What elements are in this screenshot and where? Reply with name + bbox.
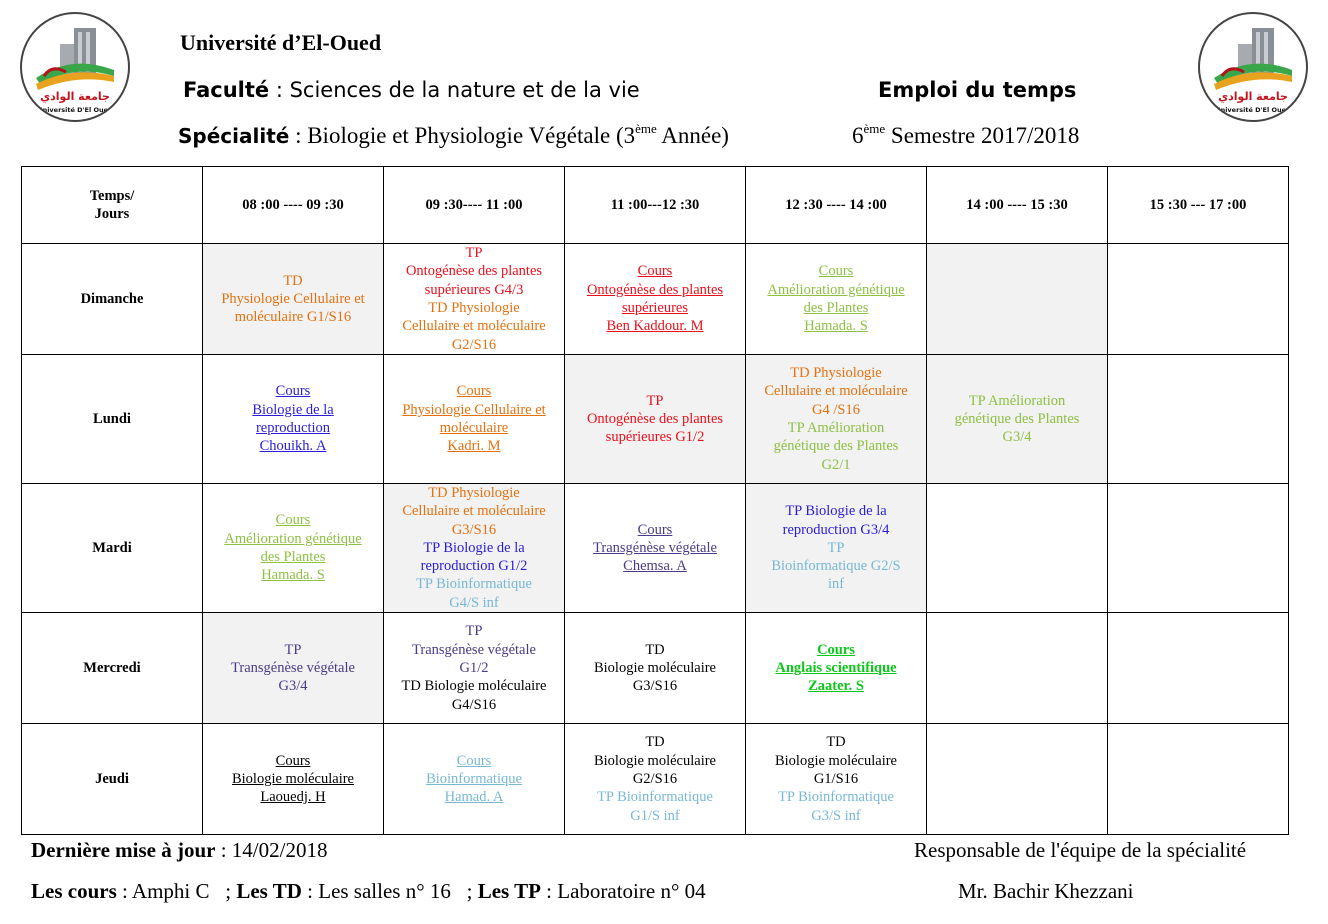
session-line: TP Bioinformatique [597, 789, 713, 806]
day-row [22, 244, 1289, 355]
session-line: Kadri. M [447, 438, 501, 455]
session-line: Ben Kaddour. M [606, 318, 704, 335]
session-line: G1/S16 [813, 770, 859, 787]
td-label: Les TD [236, 879, 302, 903]
session-line: Cellulaire et moléculaire [764, 383, 908, 400]
session-line: G3/4 [1002, 429, 1032, 446]
day-row [22, 613, 1289, 724]
session-line: G4/S inf [449, 594, 499, 611]
session-cell [565, 244, 746, 355]
semester-value: Semestre 2017/2018 [885, 123, 1080, 148]
session-line: Cellulaire et moléculaire [402, 503, 546, 520]
session-line: Ontogénèse des plantes [586, 410, 724, 427]
session-line: G1/2 [459, 659, 489, 676]
session-line: G3/4 [278, 678, 308, 695]
session-line: TD [283, 272, 303, 289]
svg-text:Université D'El Oued: Université D'El Oued [37, 106, 113, 114]
session-line: Cours [275, 752, 311, 769]
session-line: Amélioration génétique [767, 281, 905, 298]
faculty-label: Faculté [183, 78, 270, 102]
session-line: TP [827, 539, 845, 556]
session-line: Transgénèse végétale [593, 539, 717, 556]
last-update-value: : 14/02/2018 [215, 838, 328, 862]
day-label: Mardi [22, 484, 203, 613]
session-cell [384, 355, 565, 484]
day-row [22, 355, 1289, 484]
session-cell [203, 244, 384, 355]
university-name: Université d’El-Oued [180, 30, 382, 55]
session-line: des Plantes [803, 300, 869, 316]
td-value: : Les salles n° 16 ; [301, 879, 478, 903]
session-line: reproduction G1/2 [420, 558, 528, 575]
session-cell [384, 613, 565, 724]
session-line: Biologie moléculaire [231, 770, 354, 787]
session-line: supérieures [621, 300, 689, 316]
empty-cell [927, 484, 1108, 613]
university-logo-left [20, 12, 130, 122]
session-line: TP [646, 392, 664, 409]
session-line: Chemsa. A [623, 558, 687, 575]
session-cell [565, 724, 746, 835]
session-line: Cours [275, 512, 311, 529]
session-line: TD Biologie moléculaire [401, 678, 547, 695]
responsible-name: Mr. Bachir Khezzani [958, 879, 1134, 903]
session-cell [203, 355, 384, 484]
specialty-label: Spécialité [178, 124, 290, 148]
session-line: G3/S16 [451, 521, 497, 538]
session-line: Bioinformatique [426, 770, 522, 787]
session-line: TP Amélioration [968, 392, 1066, 409]
session-line: Biologie de la [252, 401, 334, 418]
session-line: supérieures G1/2 [605, 429, 705, 446]
session-cell [746, 355, 927, 484]
session-line: Cours [818, 263, 854, 280]
session-line: TP Biologie de la [423, 539, 525, 556]
session-line: Cours [637, 263, 673, 280]
session-line: Zaater. S [808, 678, 864, 695]
session-cell [746, 724, 927, 835]
empty-cell [927, 244, 1108, 355]
session-line: reproduction G3/4 [782, 521, 890, 538]
specialty-value: : Biologie et Physiologie Végétale (3 [289, 123, 636, 148]
session-line: Bioinformatique G2/S [771, 558, 901, 575]
svg-text:جامعة الوادي: جامعة الوادي [40, 90, 110, 103]
session-line: Cours [637, 521, 673, 538]
empty-cell [927, 613, 1108, 724]
session-line: génétique des Plantes [954, 410, 1080, 427]
session-line: G2/1 [821, 456, 851, 473]
session-line: inf [827, 576, 845, 593]
semester-sup: ème [863, 121, 886, 136]
session-cell [746, 484, 927, 613]
session-line: Transgénèse végétale [231, 659, 355, 676]
slot-header: 09 :30---- 11 :00 [384, 167, 565, 244]
session-cell [384, 484, 565, 613]
session-line: TP Biologie de la [785, 503, 887, 520]
session-line: Biologie moléculaire [593, 659, 716, 676]
session-line: G2/S16 [451, 336, 497, 353]
faculty-line [183, 78, 640, 102]
slot-header: 12 :30 ---- 14 :00 [746, 167, 927, 244]
day-label: Dimanche [22, 244, 203, 355]
day-label: Lundi [22, 355, 203, 484]
session-line: Hamada. S [261, 567, 325, 584]
session-line: Amélioration génétique [224, 530, 362, 547]
day-row [22, 724, 1289, 835]
session-line: TD Physiologie [790, 365, 882, 382]
session-cell [203, 724, 384, 835]
session-line: Biologie moléculaire [593, 752, 716, 769]
session-line: Cellulaire et moléculaire [402, 318, 546, 335]
session-line: Anglais scientifique [775, 659, 897, 676]
empty-cell [1108, 244, 1289, 355]
session-line: Cours [817, 641, 855, 658]
session-line: moléculaire [439, 420, 509, 436]
day-label: Mercredi [22, 613, 203, 724]
session-line: TP [465, 245, 483, 262]
session-line: Hamad. A [444, 789, 504, 806]
cours-value: : Amphi C ; [116, 879, 237, 903]
last-update-label: Dernière mise à jour [31, 838, 216, 862]
session-cell [203, 613, 384, 724]
session-line: Cours [456, 383, 492, 400]
timetable [21, 166, 1289, 835]
empty-cell [927, 724, 1108, 835]
session-line: TP Bioinformatique [778, 789, 894, 806]
slot-header: 15 :30 --- 17 :00 [1108, 167, 1289, 244]
session-line: TD [826, 734, 846, 751]
session-cell [565, 613, 746, 724]
session-line: génétique des Plantes [773, 438, 899, 455]
empty-cell [1108, 484, 1289, 613]
slot-header: 08 :00 ---- 09 :30 [203, 167, 384, 244]
cours-label: Les cours [31, 879, 117, 903]
corner-cell [22, 167, 203, 244]
day-label: Jeudi [22, 724, 203, 835]
session-line: G4 /S16 [812, 401, 860, 418]
slot-header: 14 :00 ---- 15 :30 [927, 167, 1108, 244]
session-line: G1/S inf [630, 807, 680, 824]
faculty-value: : Sciences de la nature et de la vie [269, 78, 640, 102]
session-line: Ontogénèse des plantes [405, 263, 543, 280]
session-line: G2/S16 [632, 770, 678, 787]
header-row [22, 167, 1289, 244]
session-line: reproduction [255, 420, 331, 436]
empty-cell [1108, 724, 1289, 835]
svg-text:Université D'El Oued: Université D'El Oued [1215, 106, 1291, 114]
session-line: Ontogénèse des plantes [586, 281, 724, 298]
slot-header: 11 :00---12 :30 [565, 167, 746, 244]
university-logo-right [1198, 12, 1308, 122]
session-line: TP Bioinformatique [416, 576, 532, 593]
session-line: G3/S inf [811, 807, 861, 824]
tp-value: : Laboratoire n° 04 [540, 879, 706, 903]
session-cell [565, 355, 746, 484]
session-line: Physiologie Cellulaire et [221, 290, 365, 307]
session-cell [927, 355, 1108, 484]
session-line: Physiologie Cellulaire et [402, 401, 546, 418]
specialty-line [178, 123, 729, 149]
session-cell [384, 244, 565, 355]
session-line: TD [645, 734, 665, 751]
session-line: supérieures G4/3 [424, 281, 524, 298]
session-cell [746, 244, 927, 355]
svg-text:جامعة الوادي: جامعة الوادي [1218, 90, 1288, 103]
empty-cell [1108, 613, 1289, 724]
session-line: Cours [275, 383, 311, 400]
session-line: G3/S16 [632, 678, 678, 695]
corner-line: Jours [94, 206, 130, 222]
session-line: Cours [456, 752, 492, 769]
session-line: TD Physiologie [428, 485, 520, 501]
session-cell [746, 613, 927, 724]
session-line: TP [284, 641, 302, 658]
rooms-line [31, 879, 706, 904]
session-line: Transgénèse végétale [412, 641, 536, 658]
responsible-title: Responsable de l'équipe de la spécialité [914, 838, 1247, 862]
session-line: TD [645, 641, 665, 658]
session-cell [203, 484, 384, 613]
last-update [31, 838, 327, 863]
session-line: Biologie moléculaire [774, 752, 897, 769]
session-line: TP [465, 623, 483, 640]
specialty-year: Année) [656, 123, 729, 148]
tp-label: Les TP [477, 879, 541, 903]
empty-cell [1108, 355, 1289, 484]
session-cell [384, 724, 565, 835]
session-line: des Plantes [260, 549, 326, 566]
document-title: Emploi du temps [878, 78, 1077, 102]
specialty-sup: ème [635, 121, 657, 136]
day-row [22, 484, 1289, 613]
semester-number: 6 [852, 123, 864, 148]
session-line: Laouedj. H [260, 789, 326, 806]
session-line: moléculaire G1/S16 [234, 309, 352, 326]
session-line: TD Physiologie [428, 300, 520, 316]
session-line: TP Amélioration [787, 420, 885, 436]
semester-line [852, 123, 1079, 149]
session-cell [565, 484, 746, 613]
session-line: G4/S16 [451, 696, 497, 713]
session-line: Hamada. S [804, 318, 868, 335]
corner-line: Temps/ [89, 187, 135, 204]
session-line: Chouikh. A [259, 438, 327, 455]
